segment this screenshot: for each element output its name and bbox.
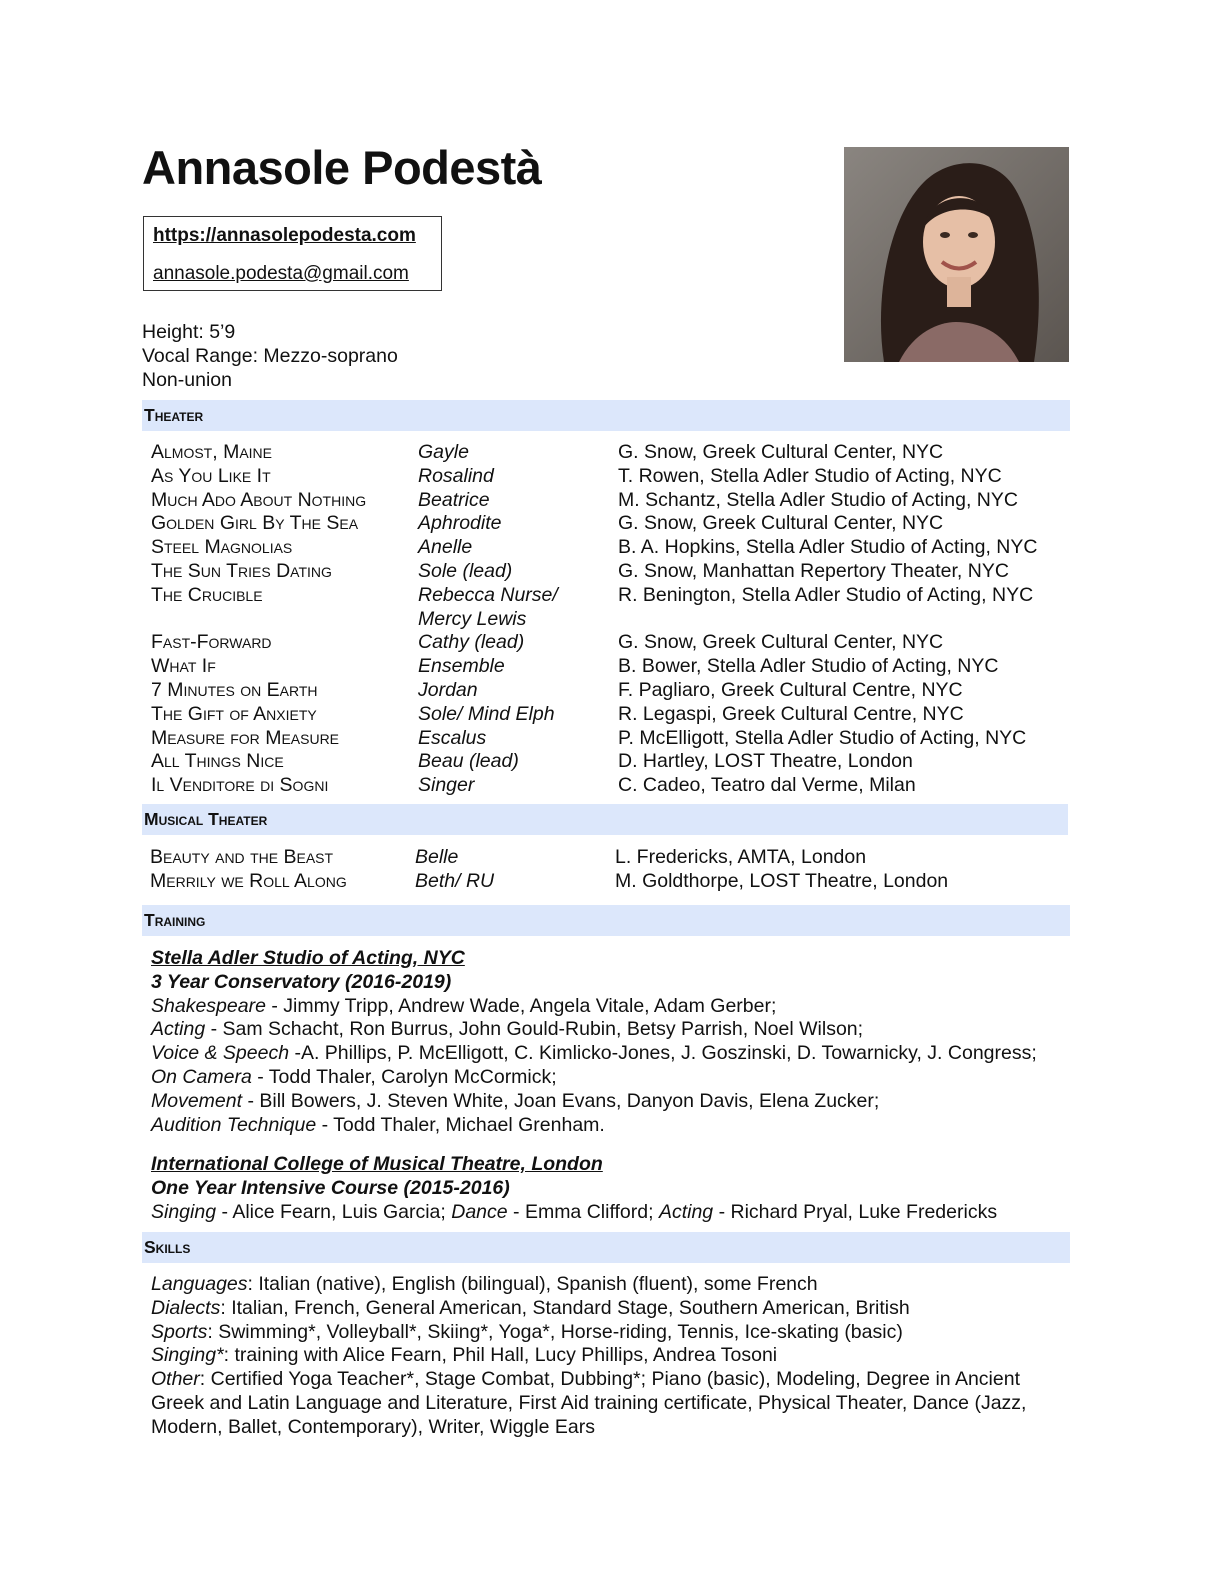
teacher-line xyxy=(151,1018,1071,1042)
show-title: The Crucible xyxy=(151,583,263,606)
subject-name: Acting xyxy=(151,1018,206,1041)
role-name: Anelle xyxy=(418,536,473,559)
skill-text: : Certified Yoga Teacher*, Stage Combat, Dubbing*; Piano (basic), Modeling, Degree in Ancient Greek and Latin Language and Literature, First Aid training certificate, Physical Theater, Dance (Jazz, Modern, Ballet, Contemporary), Writer, Wiggle Ears xyxy=(151,1368,1027,1438)
skill-text: : training with Alice Fearn, Phil Hall, Lucy Phillips, Andrea Tosoni xyxy=(223,1344,778,1367)
union-status-text: Non-union xyxy=(142,369,232,391)
dance-teachers: - Emma Clifford; xyxy=(507,1200,659,1223)
skill-label: Other xyxy=(151,1368,200,1391)
subject-dance: Dance xyxy=(451,1200,508,1223)
skill-text: : Italian, French, General American, Standard Stage, Southern American, British xyxy=(220,1296,910,1319)
show-title: Golden Girl By The Sea xyxy=(151,512,359,535)
show-title: Il Venditore di Sogni xyxy=(151,774,329,797)
teacher-names: - Todd Thaler, Carolyn McCormick; xyxy=(251,1065,557,1088)
teacher-names: - Sam Schacht, Ron Burrus, John Gould-Rubin, Betsy Parrish, Noel Wilson; xyxy=(205,1018,864,1041)
skill-text: : Swimming*, Volleyball*, Skiing*, Yoga*, Horse-riding, Tennis, Ice-skating (basic) xyxy=(207,1320,903,1343)
teacher-line xyxy=(151,1090,1071,1114)
director-venue: G. Snow, Greek Cultural Center, NYC xyxy=(618,441,944,463)
director-venue: D. Hartley, LOST Theatre, London xyxy=(618,750,913,773)
director-venue: M. Schantz, Stella Adler Studio of Acting, NYC xyxy=(618,488,1018,511)
teacher-names: - Bill Bowers, J. Steven White, Joan Evans, Danyon Davis, Elena Zucker; xyxy=(242,1089,880,1112)
director-venue: F. Pagliaro, Greek Cultural Centre, NYC xyxy=(618,678,963,701)
show-title: Measure for Measure xyxy=(151,726,340,749)
headshot-image xyxy=(844,147,1069,362)
skill-line xyxy=(151,1321,1061,1345)
role-name: Escalus xyxy=(418,726,487,749)
role-name: Singer xyxy=(418,774,475,797)
director-venue: P. McElligott, Stella Adler Studio of Acting, NYC xyxy=(618,726,1027,749)
subject-name: Movement xyxy=(151,1089,243,1112)
role-name: Aphrodite xyxy=(418,512,502,535)
director-venue: R. Legaspi, Greek Cultural Centre, NYC xyxy=(618,702,964,725)
school-icmt: International College of Musical Theatre, London xyxy=(151,1153,603,1175)
contact-box xyxy=(143,216,442,291)
director-venue: L. Fredericks, AMTA, London xyxy=(615,846,867,868)
role-name: Beau (lead) xyxy=(418,750,519,773)
teacher-line xyxy=(151,995,1071,1019)
role-name: Sole (lead) xyxy=(418,559,513,582)
skill-text: : Italian (native), English (bilingual), Spanish (fluent), some French xyxy=(247,1273,818,1295)
teacher-line xyxy=(151,1066,1071,1090)
director-venue: B. A. Hopkins, Stella Adler Studio of Acting, NYC xyxy=(618,536,1038,559)
skill-line xyxy=(151,1297,1061,1321)
show-title: All Things Nice xyxy=(151,750,284,773)
training-stella xyxy=(151,947,1071,1137)
singing-teachers: - Alice Fearn, Luis Garcia; xyxy=(216,1200,452,1223)
height-text: Height: 5’9 xyxy=(142,321,236,343)
show-title: The Gift of Anxiety xyxy=(151,702,317,725)
director-venue: R. Benington, Stella Adler Studio of Acting, NYC xyxy=(618,583,1034,606)
director-venue: T. Rowen, Stella Adler Studio of Acting, NYC xyxy=(618,464,1002,487)
role-name: Belle xyxy=(415,846,459,868)
director-venue: M. Goldthorpe, LOST Theatre, London xyxy=(615,869,949,892)
icmt-teachers-line xyxy=(151,1201,1071,1225)
skill-label: Sports xyxy=(151,1320,208,1343)
website-link[interactable]: https://annasolepodesta.com xyxy=(153,225,416,246)
show-title: Almost, Maine xyxy=(151,441,272,463)
teacher-line xyxy=(151,1114,1071,1138)
director-venue: G. Snow, Greek Cultural Center, NYC xyxy=(618,631,944,654)
training-icmt xyxy=(151,1153,1071,1224)
subject-name: Voice & Speech xyxy=(151,1042,290,1065)
teacher-names: -A. Phillips, P. McElligott, C. Kimlicko-Jones, J. Goszinski, D. Towarnicky, J. Congress; xyxy=(289,1042,1037,1065)
role-name: Cathy (lead) xyxy=(418,631,525,654)
role-name: Rosalind xyxy=(418,464,494,487)
skill-label: Languages xyxy=(151,1273,248,1295)
vocal-range-text: Vocal Range: Mezzo-soprano xyxy=(142,345,398,367)
skills-heading: Skills xyxy=(142,1232,1070,1263)
show-title: 7 Minutes on Earth xyxy=(151,678,318,701)
subject-singing: Singing xyxy=(151,1200,217,1223)
course-conservatory: 3 Year Conservatory (2016-2019) xyxy=(151,970,452,993)
training-heading: Training xyxy=(142,905,1070,936)
headshot-photo xyxy=(844,147,1069,362)
director-venue: C. Cadeo, Teatro dal Verme, Milan xyxy=(618,774,916,797)
show-title: The Sun Tries Dating xyxy=(151,559,332,582)
role-name: Beth/ RU xyxy=(415,869,495,892)
role-name: Rebecca Nurse/ Mercy Lewis xyxy=(418,583,558,630)
teacher-line xyxy=(151,1042,1071,1066)
subject-name: On Camera xyxy=(151,1065,252,1088)
role-name: Jordan xyxy=(418,678,478,701)
physical-stats xyxy=(142,320,398,392)
musical-theater-heading: Musical Theater xyxy=(142,804,1068,835)
show-title: Much Ado About Nothing xyxy=(151,488,367,511)
subject-name: Shakespeare xyxy=(151,994,266,1017)
role-name: Ensemble xyxy=(418,655,505,678)
theater-heading: Theater xyxy=(142,400,1070,431)
skills-list xyxy=(151,1273,1061,1440)
skill-label: Dialects xyxy=(151,1296,221,1319)
school-stella-adler: Stella Adler Studio of Acting, NYC xyxy=(151,947,465,969)
stella-teacher-lines xyxy=(151,995,1071,1138)
actor-name: Annasole Podestà xyxy=(142,141,542,194)
role-name: Gayle xyxy=(418,441,469,463)
show-title: Merrily we Roll Along xyxy=(150,869,347,892)
show-title: As You Like It xyxy=(151,464,271,487)
skill-line xyxy=(151,1368,1061,1439)
skill-line xyxy=(151,1273,1061,1297)
teacher-names: - Todd Thaler, Michael Grenham. xyxy=(316,1113,605,1136)
teacher-names: - Jimmy Tripp, Andrew Wade, Angela Vitale, Adam Gerber; xyxy=(265,994,777,1017)
director-venue: G. Snow, Greek Cultural Center, NYC xyxy=(618,512,944,535)
skill-line xyxy=(151,1344,1061,1368)
show-title: Beauty and the Beast xyxy=(150,846,334,868)
course-intensive: One Year Intensive Course (2015-2016) xyxy=(151,1176,510,1199)
show-title: Fast-Forward xyxy=(151,631,272,654)
skill-label: Singing* xyxy=(151,1344,224,1367)
director-venue: G. Snow, Manhattan Repertory Theater, NYC xyxy=(618,559,1009,582)
role-name: Beatrice xyxy=(418,488,490,511)
show-title: Steel Magnolias xyxy=(151,536,293,559)
director-venue: B. Bower, Stella Adler Studio of Acting, NYC xyxy=(618,655,999,678)
subject-name: Audition Technique xyxy=(151,1113,317,1136)
role-name: Sole/ Mind Elph xyxy=(418,702,555,725)
acting-teachers: - Richard Pryal, Luke Fredericks xyxy=(713,1200,998,1223)
subject-acting: Acting xyxy=(658,1200,714,1223)
email-link[interactable]: annasole.podesta@gmail.com xyxy=(153,263,409,284)
show-title: What If xyxy=(151,655,216,678)
